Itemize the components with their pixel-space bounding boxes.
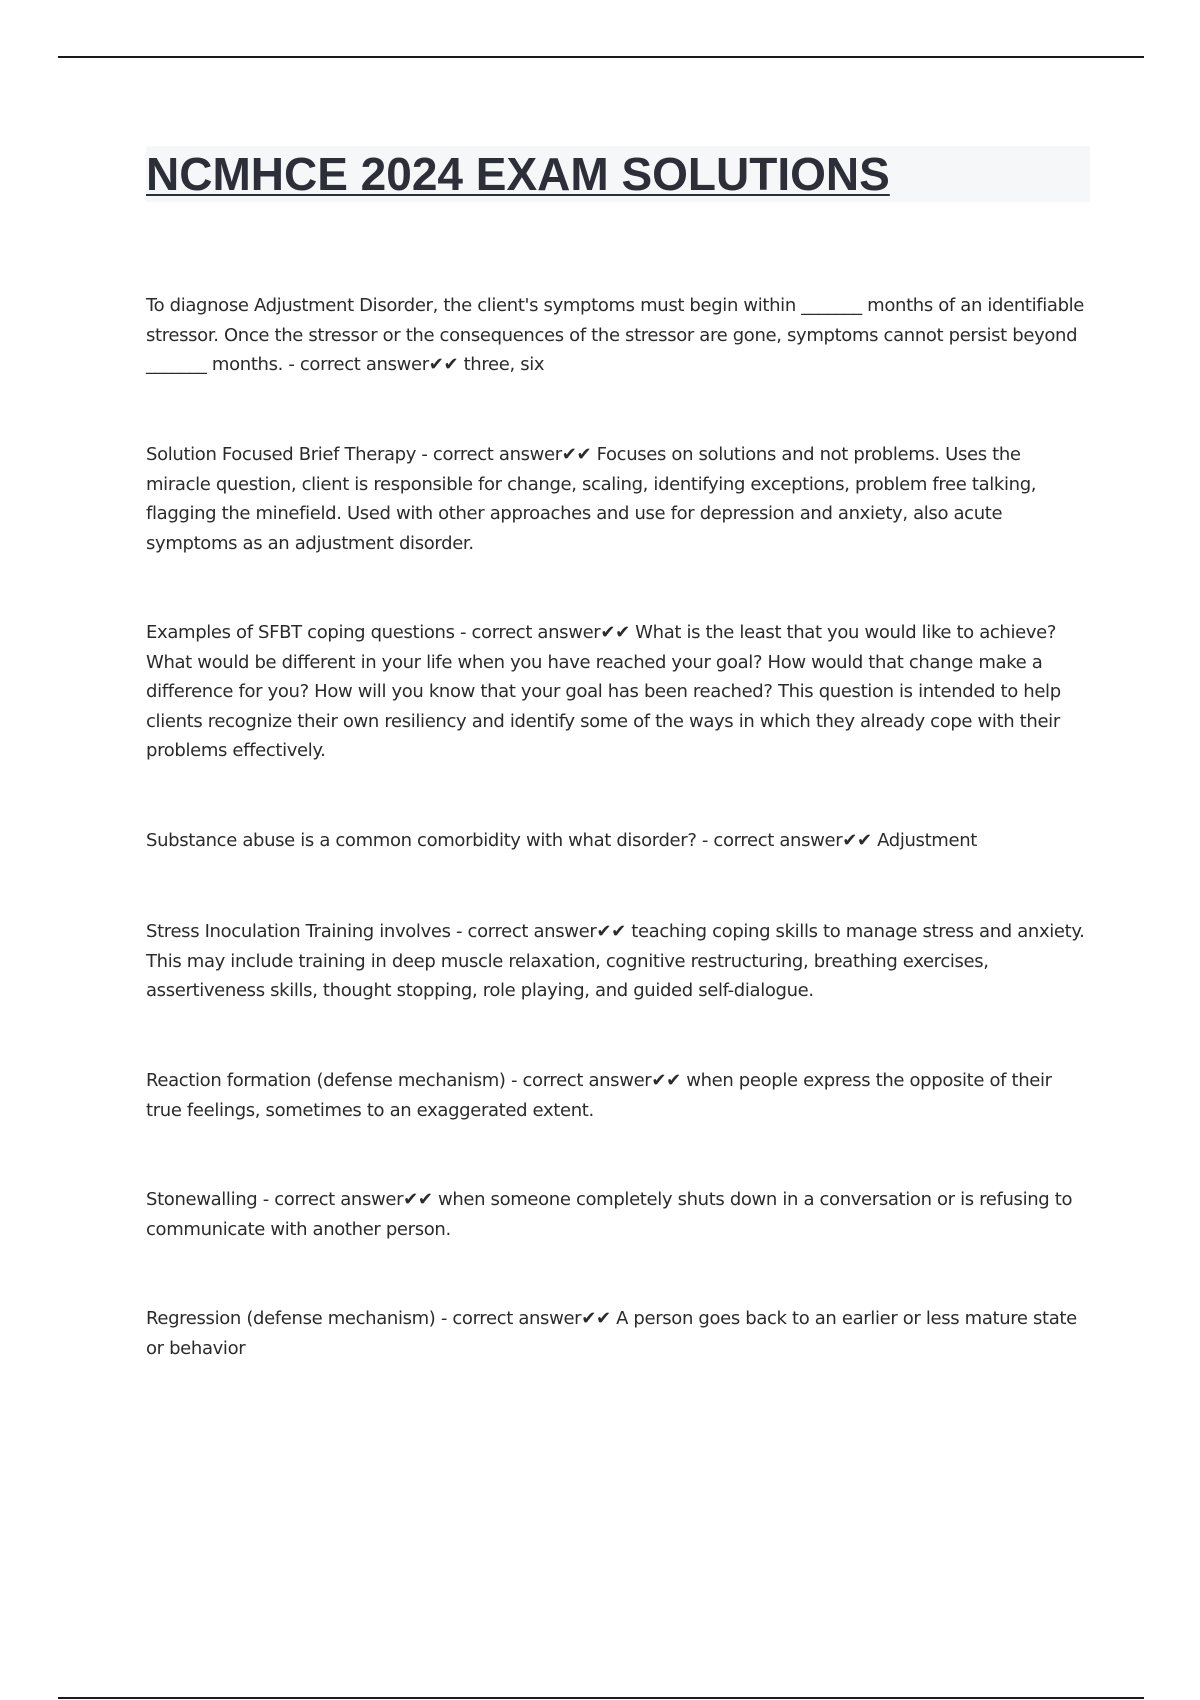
answer-text: when people express the opposite of their true feelings, sometimes to an exaggerated extent. — [146, 1070, 1052, 1121]
question-text: Examples of SFBT coping questions - correct answer✔✔ — [146, 622, 630, 643]
question-text: To diagnose Adjustment Disorder, the client's symptoms must begin within _______ months of an identifiable stressor. Once the stressor or the consequences of the stressor are gone, symptoms cannot persist beyond _______ months. - correct answer✔✔ — [146, 295, 1085, 375]
answer-text: Focuses on solutions and not problems. Uses the miracle question, client is responsible for change, scaling, identifying exceptions, problem free talking, flagging the minefield. Used with other approaches and use for depression and anxiety, also acute symptoms as an adjustment disorder. — [146, 444, 1037, 554]
question-text: Reaction formation (defense mechanism) - correct answer✔✔ — [146, 1070, 681, 1091]
qa-item-2 — [146, 440, 1090, 558]
qa-item-4 — [146, 826, 1090, 856]
question-text: Stress Inoculation Training involves - correct answer✔✔ — [146, 921, 626, 942]
document-title: NCMHCE 2024 EXAM SOLUTIONS — [146, 148, 890, 200]
qa-item-7 — [146, 1185, 1090, 1244]
question-text: Solution Focused Brief Therapy - correct answer✔✔ — [146, 444, 592, 465]
question-text: Regression (defense mechanism) - correct answer✔✔ — [146, 1308, 611, 1329]
answer-text: three, six — [458, 354, 545, 375]
answer-text: Adjustment — [871, 830, 977, 851]
qa-item-3 — [146, 618, 1090, 766]
answer-text: What is the least that you would like to achieve? What would be different in your life when you have reached your goal? How would that change make a difference for you? How will you know that your goal has been reached? This question is intended to help clients recognize their own resiliency and identify some of the ways in which they already cope with their problems effectively. — [146, 622, 1061, 761]
qa-item-5 — [146, 917, 1090, 1006]
header-rule — [58, 56, 1144, 58]
footer-rule — [58, 1697, 1144, 1699]
question-text: Stonewalling - correct answer✔✔ — [146, 1189, 433, 1210]
answer-text: when someone completely shuts down in a conversation or is refusing to communicate with another person. — [146, 1189, 1073, 1240]
answer-text: A person goes back to an earlier or less mature state or behavior — [146, 1308, 1077, 1359]
answer-text: teaching coping skills to manage stress and anxiety. This may include training in deep muscle relaxation, cognitive restructuring, breathing exercises, assertiveness skills, thought stopping, role playing, and guided self-dialogue. — [146, 921, 1085, 1001]
qa-item-1 — [146, 291, 1090, 380]
qa-item-8 — [146, 1304, 1090, 1363]
question-text: Substance abuse is a common comorbidity with what disorder? - correct answer✔✔ — [146, 830, 872, 851]
qa-item-6 — [146, 1066, 1090, 1125]
